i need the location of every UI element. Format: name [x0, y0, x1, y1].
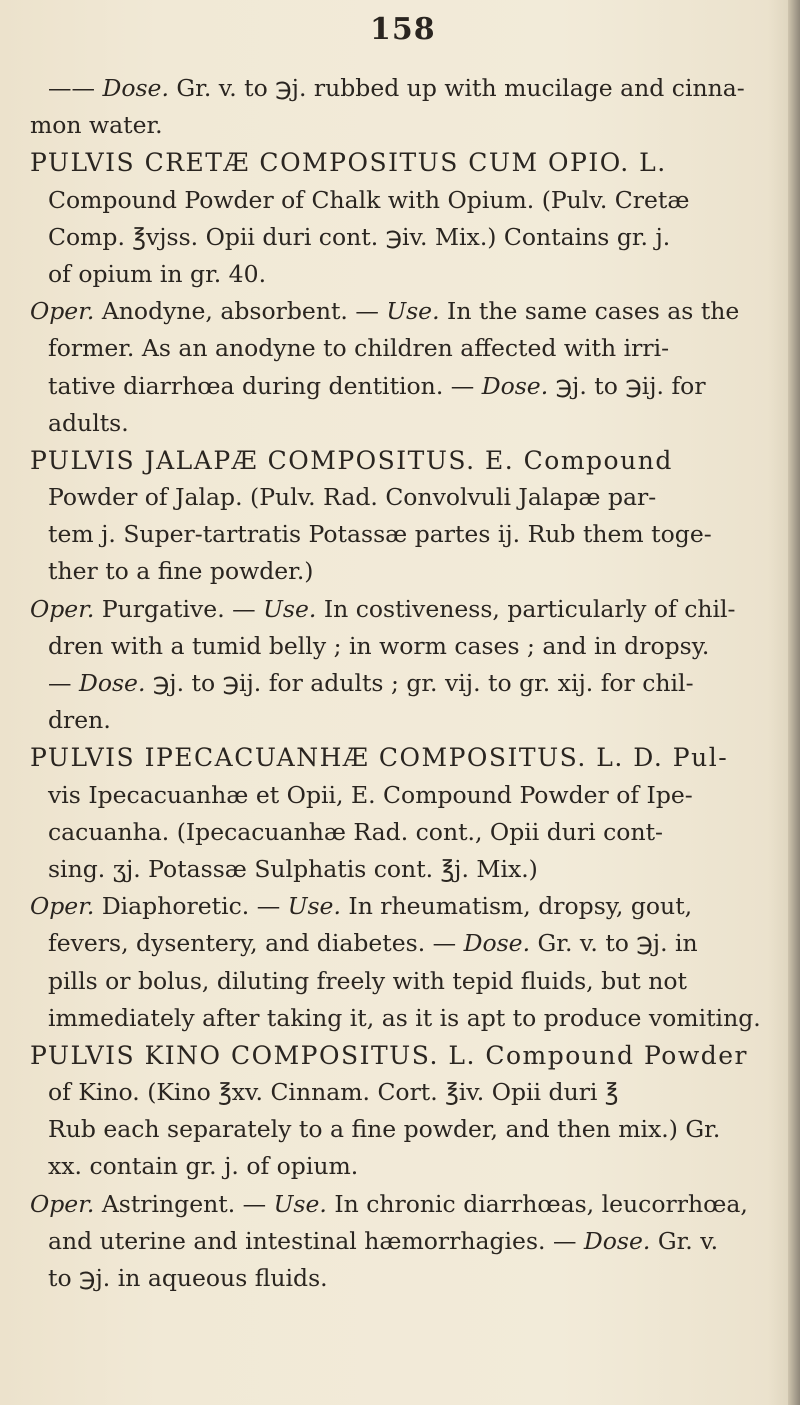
text-line: dren with a tumid belly ; in worm cases ; and in dropsy. — [48, 631, 710, 660]
text-line: immediately after taking it, as it is apt to produce vomiting. — [48, 1003, 761, 1032]
text-line: dren. — [48, 706, 111, 735]
text-line: xx. contain gr. j. of opium. — [48, 1152, 359, 1181]
text-line: —— Dose. Gr. v. to ℈j. rubbed up with mucilage and cinna- — [48, 74, 745, 102]
text-line: Oper. Purgative. — Use. In costiveness, particularly of chil- — [30, 594, 736, 623]
text-line: vis Ipecacuanhæ et Opii, E. Compound Powder of Ipe- — [48, 780, 693, 809]
text-line: ther to a fine powder.) — [48, 557, 314, 586]
text-line: adults. — [48, 408, 129, 437]
text-line: Powder of Jalap. (Pulv. Rad. Convolvuli Jalapæ par- — [48, 483, 657, 512]
text-line: pills or bolus, diluting freely with tepid fluids, but not — [48, 966, 687, 995]
text-line: tem j. Super-tartratis Potassæ partes ij. Rub them toge- — [48, 520, 712, 549]
text-line: to ℈j. in aqueous fluids. — [48, 1264, 328, 1292]
text-line: fevers, dysentery, and diabetes. — Dose. Gr. v. to ℈j. in — [48, 929, 698, 958]
text-line: mon water. — [30, 111, 163, 140]
text-line: Oper. Anodyne, absorbent. — Use. In the same cases as the — [30, 297, 740, 326]
text-line: sing. ʒj. Potassæ Sulphatis cont. ℥j. Mix.) — [48, 854, 538, 883]
text-line: tative diarrhœa during dentition. — Dose. ℈j. to ℈ij. for — [48, 371, 706, 400]
text-line: cacuanha. (Ipecacuanhæ Rad. cont., Opii duri cont- — [48, 817, 663, 846]
entry-heading: PULVIS JALAPÆ COMPOSITUS. E. Compound — [30, 445, 673, 475]
text-line: Oper. Astringent. — Use. In chronic diarrhœas, leucorrhœa, — [30, 1189, 748, 1218]
text-line: of opium in gr. 40. — [48, 259, 267, 288]
text-line: Comp. ℥vjss. Opii duri cont. ℈iv. Mix.) Contains gr. j. — [48, 222, 671, 251]
page-edge — [788, 0, 800, 1405]
page-number: 158 — [370, 12, 436, 47]
text-line: former. As an anodyne to children affected with irri- — [48, 334, 670, 363]
entry-heading: PULVIS CRETÆ COMPOSITUS CUM OPIO. L. — [30, 148, 667, 178]
text-line: — Dose. ℈j. to ℈ij. for adults ; gr. vij. to gr. xij. for chil- — [48, 669, 694, 697]
text-line: Rub each separately to a fine powder, and then mix.) Gr. — [48, 1115, 721, 1144]
entry-heading: PULVIS IPECACUANHÆ COMPOSITUS. L. D. Pul- — [30, 743, 729, 773]
text-line: and uterine and intestinal hæmorrhagies. — Dose. Gr. v. — [48, 1226, 719, 1255]
page-text — [30, 70, 785, 1297]
text-line: Oper. Diaphoretic. — Use. In rheumatism, dropsy, gout, — [30, 892, 693, 921]
entry-heading: PULVIS KINO COMPOSITUS. L. Compound Powder — [30, 1040, 748, 1070]
text-line: of Kino. (Kino ℥xv. Cinnam. Cort. ℥iv. Opii duri ℥ — [48, 1078, 619, 1107]
text-line: Compound Powder of Chalk with Opium. (Pulv. Cretæ — [48, 185, 690, 214]
